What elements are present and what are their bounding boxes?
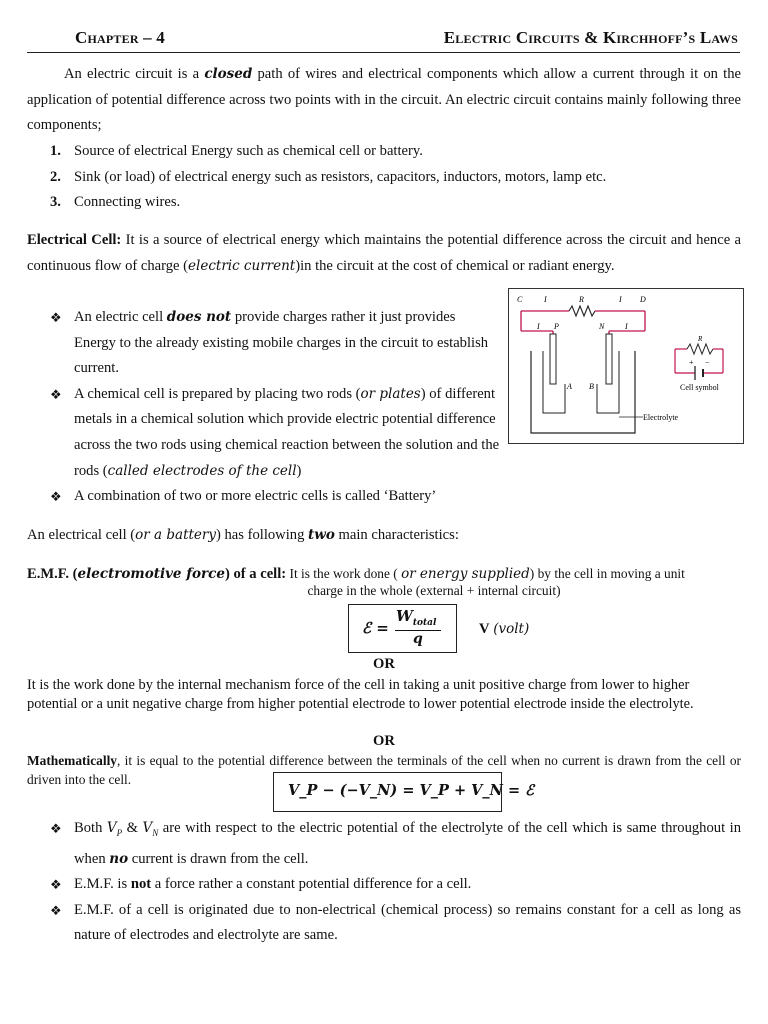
label-n: N: [599, 322, 605, 331]
label-c: C: [517, 295, 523, 304]
terminal-formula-box: [273, 772, 534, 812]
or-separator-2: OR: [373, 733, 395, 749]
intro-paragraph: An electric circuit is a closed path of wires and electrical components which allow a current through it on the application of potential difference across two points with in the circuit. An electric circuit contains mainly following three components;: [27, 66, 741, 134]
or-separator-1: OR: [373, 656, 395, 672]
electrical-cell-paragraph: Electrical Cell: It is a source of electrical energy which maintains the potential difference across the circuit and hence a continuous flow of charge (electric current)in the circuit at the cost of chemical or radiant energy.: [27, 232, 741, 274]
emf-formula-box: [348, 604, 457, 653]
characteristics-line: An electrical cell (or a battery) has following two main characteristics:: [27, 527, 459, 543]
label-i3: I: [537, 322, 540, 331]
list-item: ❖ A chemical cell is prepared by placing two rods (or plates) of different metals in a chemical solution which provide electric potential difference across the two rods using chemical reaction between the solution and the rods (called electrodes of the cell): [50, 385, 500, 479]
emf-definition: E.M.F. (electromotive force) of a cell: It is the work done ( or energy supplied) by the cell in moving a unit: [27, 566, 685, 582]
cell-bullets: [50, 305, 500, 510]
label-minus: −: [705, 358, 710, 367]
header-rule: [27, 52, 740, 53]
emf-unit: V (volt): [479, 621, 530, 637]
component-list: [50, 139, 740, 216]
label-i4: I: [625, 322, 628, 331]
list-item: ❖ An electric cell does not provide charges rather it just provides Energy to the already existing mobile charges in the circuit to establish current.: [50, 309, 489, 377]
chapter-title: Electric Circuits & Kirchhoff’s Laws: [443, 28, 738, 47]
emf-notes: [50, 816, 741, 949]
mathematically-paragraph: Mathematically, it is equal to the potential difference between the terminals of the cell when no current is drawn from the cell or driven into the cell.: [27, 753, 741, 787]
terminal-formula: V_P − (−V_N) = V_P + V_N = ℰ: [288, 782, 534, 799]
label-electrolyte: Electrolyte: [643, 413, 679, 422]
list-item: 1. Source of electrical Energy such as chemical cell or battery.: [50, 143, 423, 159]
emf-alt-definition: It is the work done by the internal mechanism force of the cell in taking a unit positive charge from lower to higher potential or a unit negative charge from higher potential electrode to lower potential electrode inside the electrolyte.: [27, 677, 694, 712]
list-item: ❖ E.M.F. of a cell is originated due to non-electrical (chemical process) so remains constant for a cell as long as nature of electrodes and electrolyte are same.: [50, 901, 741, 944]
label-r: R: [579, 295, 584, 304]
label-p: P: [554, 322, 559, 331]
list-item: 2. Sink (or load) of electrical energy such as resistors, capacitors, inductors, motors, lamp etc.: [50, 168, 607, 185]
chapter-label: Chapter – 4: [75, 28, 165, 47]
list-item: ❖ A combination of two or more electric cells is called ‘Battery’: [50, 488, 437, 505]
emf-numerator: $W_{total}$: [396, 607, 437, 628]
emf-symbol: ℰ =: [362, 619, 389, 637]
resistor-r: [569, 306, 595, 316]
electrode-p: [550, 334, 556, 384]
list-item: ❖ E.M.F. is not a force rather a constant potential difference for a cell.: [50, 876, 472, 893]
label-r2: R: [698, 335, 703, 343]
electrode-n: [606, 334, 612, 384]
emf-definition-cont: charge in the whole (external + internal circuit): [307, 583, 561, 598]
label-d: D: [640, 295, 646, 304]
list-item: ❖ Both $V_P$ & $V_N$ are with respect to the electric potential of the electrolyte of the cell which is same throughout in when no current is drawn from the cell.: [50, 820, 741, 867]
cell-diagram-svg: [509, 289, 743, 443]
label-a: A: [567, 382, 572, 391]
label-i1: I: [544, 295, 547, 304]
label-b: B: [589, 382, 594, 391]
label-cell-symbol: Cell symbol: [680, 383, 719, 392]
label-i2: I: [619, 295, 622, 304]
label-plus: +: [689, 358, 694, 367]
cell-symbol-resistor: [687, 344, 713, 354]
list-item: 3. Connecting wires.: [50, 194, 181, 211]
chemical-cell-diagram: [508, 288, 744, 444]
emf-denominator: q: [413, 631, 423, 647]
